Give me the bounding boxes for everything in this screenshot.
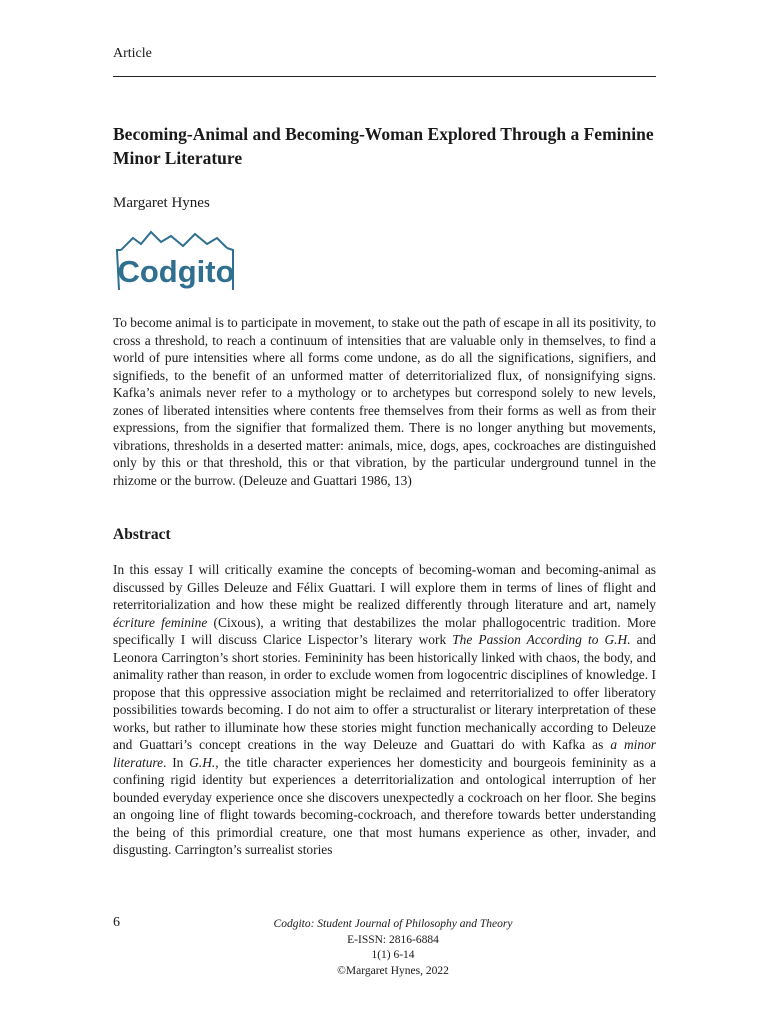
abstract-emphasis: a minor literature xyxy=(113,737,656,770)
article-label: Article xyxy=(113,46,152,61)
abstract-body xyxy=(113,561,656,859)
logo-text: Codgito xyxy=(117,254,235,289)
paper-title: Becoming-Animal and Becoming-Woman Explored Through a Feminine Minor Literature xyxy=(113,124,654,168)
journal-footer xyxy=(263,917,523,979)
abstract-text: (Cixous), a writing that destabilizes the molar phallogocentric tradition. More specifically I will discuss Clarice Lispector’s literary work xyxy=(113,614,656,647)
author-name: Margaret Hynes xyxy=(113,195,210,211)
abstract-text: In this essay I will critically examine the concepts of becoming-woman and becoming-animal as discussed by Gilles Deleuze and Félix Guattari. I will explore them in terms of lines of flight and reterritorialization and how these might be realized differently through literature and art, namely xyxy=(113,562,656,612)
abstract-emphasis: G.H. xyxy=(189,754,216,770)
abstract-emphasis: The Passion According to G.H. xyxy=(452,632,631,647)
abstract-text: . In xyxy=(163,754,190,770)
journal-name: Codgito: Student Journal of Philosophy and Theory xyxy=(273,918,513,930)
abstract-text: , the title character experiences her domesticity and bourgeois femininity as a confining rigid identity but experiences a deterritorialization and ontological interruption of her bounded everyday experience once she discovers unexpectedly a cockroach on her floor. She begins an ongoing line of flight towards becoming-cockroach, and therefore towards better understanding the being of this primordial creature, one that most humans experience as other, invader, and disgusting. Carrington’s surrealist stories xyxy=(113,754,656,857)
header-rule xyxy=(113,76,656,77)
abstract-emphasis: écriture feminine xyxy=(113,614,208,630)
page-number: 6 xyxy=(113,915,120,930)
abstract-text: and Leonora Carrington’s short stories. Femininity has been historically linked with chaos, the body, and animality rather than reason, in order to exclude women from logocentric disciplines of knowledge. I propose that this oppressive association might be reclaimed and reterritorialized to offer liberatory possibilities towards becoming. I do not aim to offer a structuralist or literary interpretation of these works, but rather to illuminate how these stories might function mechanically according to Deleuze and Guattari’s concept creations in the way Deleuze and Guattari do with Kafka as xyxy=(113,632,656,752)
copyright-notice: ©Margaret Hynes, 2022 xyxy=(337,964,449,977)
journal-issue: 1(1) 6-14 xyxy=(371,949,415,961)
journal-eissn: E-ISSN: 2816-6884 xyxy=(347,933,439,946)
abstract-heading: Abstract xyxy=(113,526,171,543)
epigraph-quote: To become animal is to participate in movement, to stake out the path of escape in all its positivity, to cross a threshold, to reach a continuum of intensities that are valuable only in themselves, to find a world of pure intensities where all forms come undone, as do all the significations, signifiers, and signifieds, to the benefit of an unformed matter of deterritorialized flux, of nonsignifying signs. Kafka’s animals never refer to a mythology or to archetypes but correspond solely to new levels, zones of liberated intensities where contents free themselves from their forms as well as from their expressions, from the signifier that formalized them. There is no longer anything but movements, vibrations, thresholds in a deserted matter: animals, mice, dogs, apes, cockroaches are distinguished only by this or that threshold, this or that vibration, by the particular underground tunnel in the rhizome or the burrow. (Deleuze and Guattari 1986, 13) xyxy=(113,315,656,488)
codgito-mountain-logo-icon xyxy=(113,228,239,298)
codgito-logo xyxy=(113,228,239,298)
